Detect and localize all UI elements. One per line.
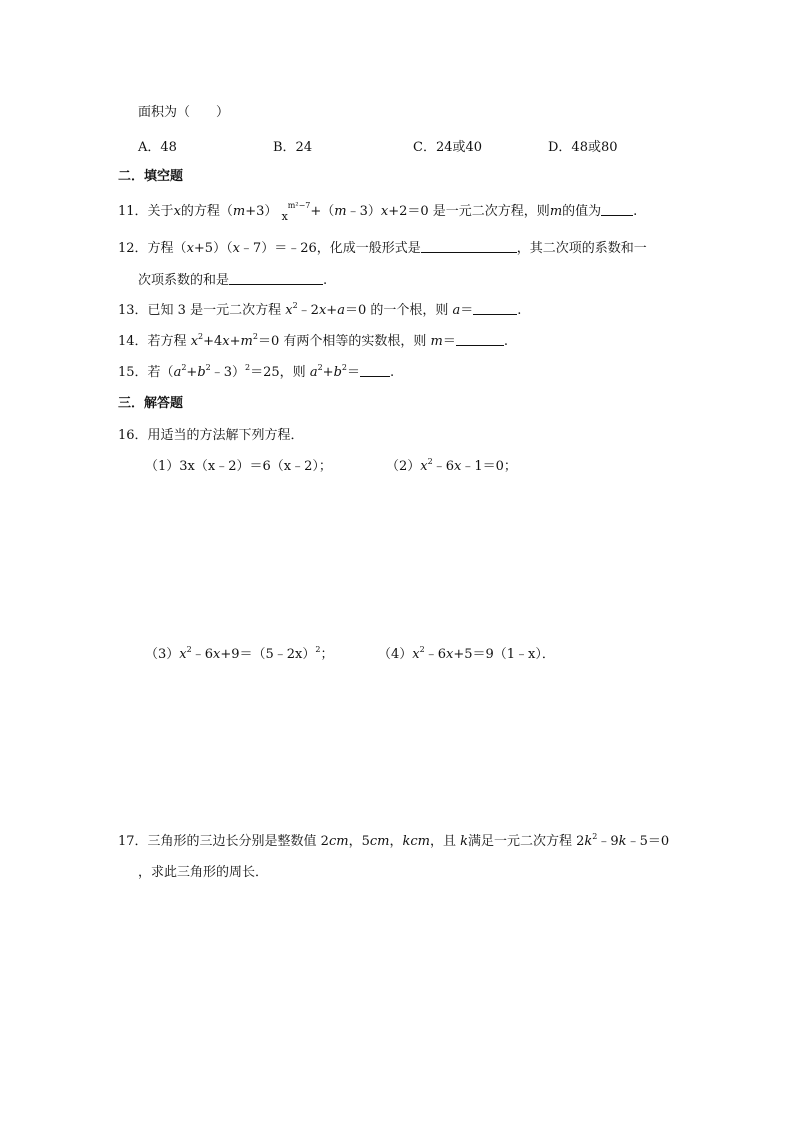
q15-exponent: 2 [245, 363, 251, 372]
q11-text: +（ [310, 204, 335, 219]
q11-answer-blank[interactable] [601, 203, 633, 216]
q13-number: 13． [118, 303, 148, 318]
q15-var: a [173, 365, 182, 380]
q12-text: ﹣7）＝﹣26，化成一般形式是 [239, 241, 421, 256]
q15-text: + [322, 365, 334, 380]
q12-answer-blank-1[interactable] [421, 240, 517, 253]
q14-answer-blank[interactable] [456, 333, 504, 346]
q13-exponent: 2 [292, 301, 298, 310]
q17-var: k [460, 834, 468, 849]
q10-continuation [138, 104, 229, 122]
q16-part-1 [145, 458, 332, 476]
q17-unit: cm [328, 834, 349, 849]
q16-var: x [213, 647, 221, 662]
q14-text: + [229, 334, 241, 349]
q16-var: x [420, 459, 428, 474]
q11-text: +2＝0 是一元二次方程，则 [388, 204, 550, 219]
q12-var: x [232, 241, 240, 256]
q15-exponent: 2 [181, 363, 187, 372]
question-16 [118, 427, 304, 445]
q14-var: x [190, 334, 199, 349]
q16-text: +9＝（5﹣2x） [220, 647, 316, 662]
q13-var: a [452, 303, 461, 318]
q11-text: 的方程（ [180, 204, 233, 219]
q11-var: x [173, 204, 181, 219]
q11-text: +3） [245, 204, 278, 219]
q14-exponent: 2 [252, 332, 258, 341]
q17-text: ﹣9 [597, 834, 619, 849]
q16-text: ﹣6 [191, 647, 213, 662]
q16-text: ； [320, 647, 334, 662]
q16-exponent: 2 [186, 645, 192, 654]
question-15 [118, 364, 394, 382]
q17-var: k [584, 834, 593, 849]
q13-var: x [318, 303, 327, 318]
q15-number: 15． [118, 365, 148, 380]
q13-text: ﹣2 [297, 303, 319, 318]
q15-var: b [197, 365, 206, 380]
q12-var: x [186, 241, 194, 256]
q15-exponent: 2 [341, 363, 347, 372]
q16-exponent: 2 [315, 645, 321, 654]
q16-text: （2） [386, 459, 421, 474]
q16-number: 16． [118, 428, 148, 443]
q16-exponent: 2 [419, 645, 425, 654]
q12-text: +5）（ [193, 241, 233, 256]
q16-text: +5＝9（1﹣x）． [453, 647, 555, 662]
q13-text: + [326, 303, 338, 318]
q11-text: . [633, 204, 638, 219]
q15-text: ﹣3） [210, 365, 246, 380]
question-12-line2 [138, 272, 327, 290]
q15-text: . [390, 365, 395, 380]
q15-answer-blank[interactable] [360, 364, 390, 377]
q16-part-2 [386, 458, 517, 476]
q14-text: ＝ [442, 334, 456, 349]
q13-text: . [517, 303, 522, 318]
q16-text: ﹣6 [432, 459, 454, 474]
q14-text: . [503, 334, 508, 349]
q12-text: 次项系数的和是 [138, 273, 230, 288]
q11-var: m [334, 204, 347, 219]
question-13 [118, 302, 521, 320]
q16-part-3 [145, 646, 334, 664]
section-solve-heading: 三．解答题 [118, 396, 184, 411]
q14-var: x [222, 334, 230, 349]
q13-text: 已知 3 是一元二次方程 [147, 303, 286, 318]
q14-text: 若方程 [147, 334, 191, 349]
q10-option-d: D．48或80 [548, 140, 618, 155]
q11-var: x [380, 204, 389, 219]
q17-var: k [618, 834, 627, 849]
q11-text: ﹣3） [346, 204, 381, 219]
q17-var: kcm [402, 834, 430, 849]
question-17-line2 [138, 864, 268, 882]
q13-text: ＝ [460, 303, 474, 318]
q16-var: x [454, 459, 462, 474]
question-12 [118, 240, 647, 258]
q17-text: ， [389, 834, 403, 849]
q17-text: 满足一元二次方程 2 [468, 834, 585, 849]
question-14 [118, 333, 508, 351]
q17-number: 17． [118, 834, 148, 849]
question-17 [118, 833, 669, 851]
q11-number: 11． [118, 204, 148, 219]
q10-option-c: C．24或40 [413, 140, 483, 155]
q11-var: m [232, 204, 246, 219]
q16-text: 用适当的方法解下列方程． [147, 428, 304, 443]
q11-text: 的值为 [562, 204, 602, 219]
q16-exponent: 2 [427, 457, 433, 466]
q16-text: （4） [378, 647, 413, 662]
q15-text: ＝25，则 [250, 365, 310, 380]
q12-text: . [323, 273, 328, 288]
q14-number: 14． [118, 334, 148, 349]
q15-text: + [186, 365, 198, 380]
q16-part-4 [378, 646, 555, 664]
q12-text: ，其二次项的系数和一 [516, 241, 647, 256]
q14-text: +4 [203, 334, 223, 349]
q14-var: m [240, 334, 253, 349]
q14-var: m [430, 334, 443, 349]
section-fill-in-heading: 二．填空题 [118, 169, 184, 184]
q17-text: ﹣5＝0 [626, 834, 670, 849]
q12-text: 方程（ [147, 241, 187, 256]
q11-power-exponent: m²−7 [287, 201, 311, 210]
q14-text: ＝0 有两个相等的实数根，则 [257, 334, 431, 349]
q10-text: 面积为（ ） [138, 105, 230, 120]
q17-text: ，5 [348, 834, 370, 849]
q17-exponent: 2 [592, 832, 598, 841]
q17-text: 三角形的三边长分别是整数值 2 [147, 834, 329, 849]
q14-exponent: 2 [198, 332, 204, 341]
q10-option-b: B．24 [273, 140, 313, 155]
q11-power-base: x [281, 210, 288, 223]
q15-exponent: 2 [205, 363, 211, 372]
q17-text: ，求此三角形的周长． [138, 865, 269, 880]
q15-var: a [309, 365, 318, 380]
q15-var: b [333, 365, 342, 380]
q16-var: x [446, 647, 454, 662]
q16-var: x [412, 647, 420, 662]
q12-number: 12． [118, 241, 148, 256]
q15-text: ＝ [347, 365, 361, 380]
q11-text: 关于 [147, 204, 174, 219]
q15-exponent: 2 [317, 363, 323, 372]
q13-answer-blank[interactable] [473, 302, 517, 315]
q16-p1-text: （1）3x（x﹣2）＝6（x﹣2）； [145, 459, 332, 474]
q16-text: （3） [145, 647, 180, 662]
q17-text: ，且 [429, 834, 461, 849]
q15-text: 若（ [147, 365, 174, 380]
q13-var: a [337, 303, 345, 318]
question-11 [118, 203, 637, 222]
q16-text: ﹣6 [424, 647, 446, 662]
q16-text: ﹣1＝0； [461, 459, 517, 474]
q16-var: x [179, 647, 187, 662]
q13-var: x [285, 303, 293, 318]
q11-var: m [549, 204, 563, 219]
q17-unit: cm [369, 834, 390, 849]
q12-answer-blank-2[interactable] [229, 272, 323, 285]
q10-option-a: A．48 [138, 140, 177, 155]
q13-text: ＝0 的一个根，则 [344, 303, 453, 318]
